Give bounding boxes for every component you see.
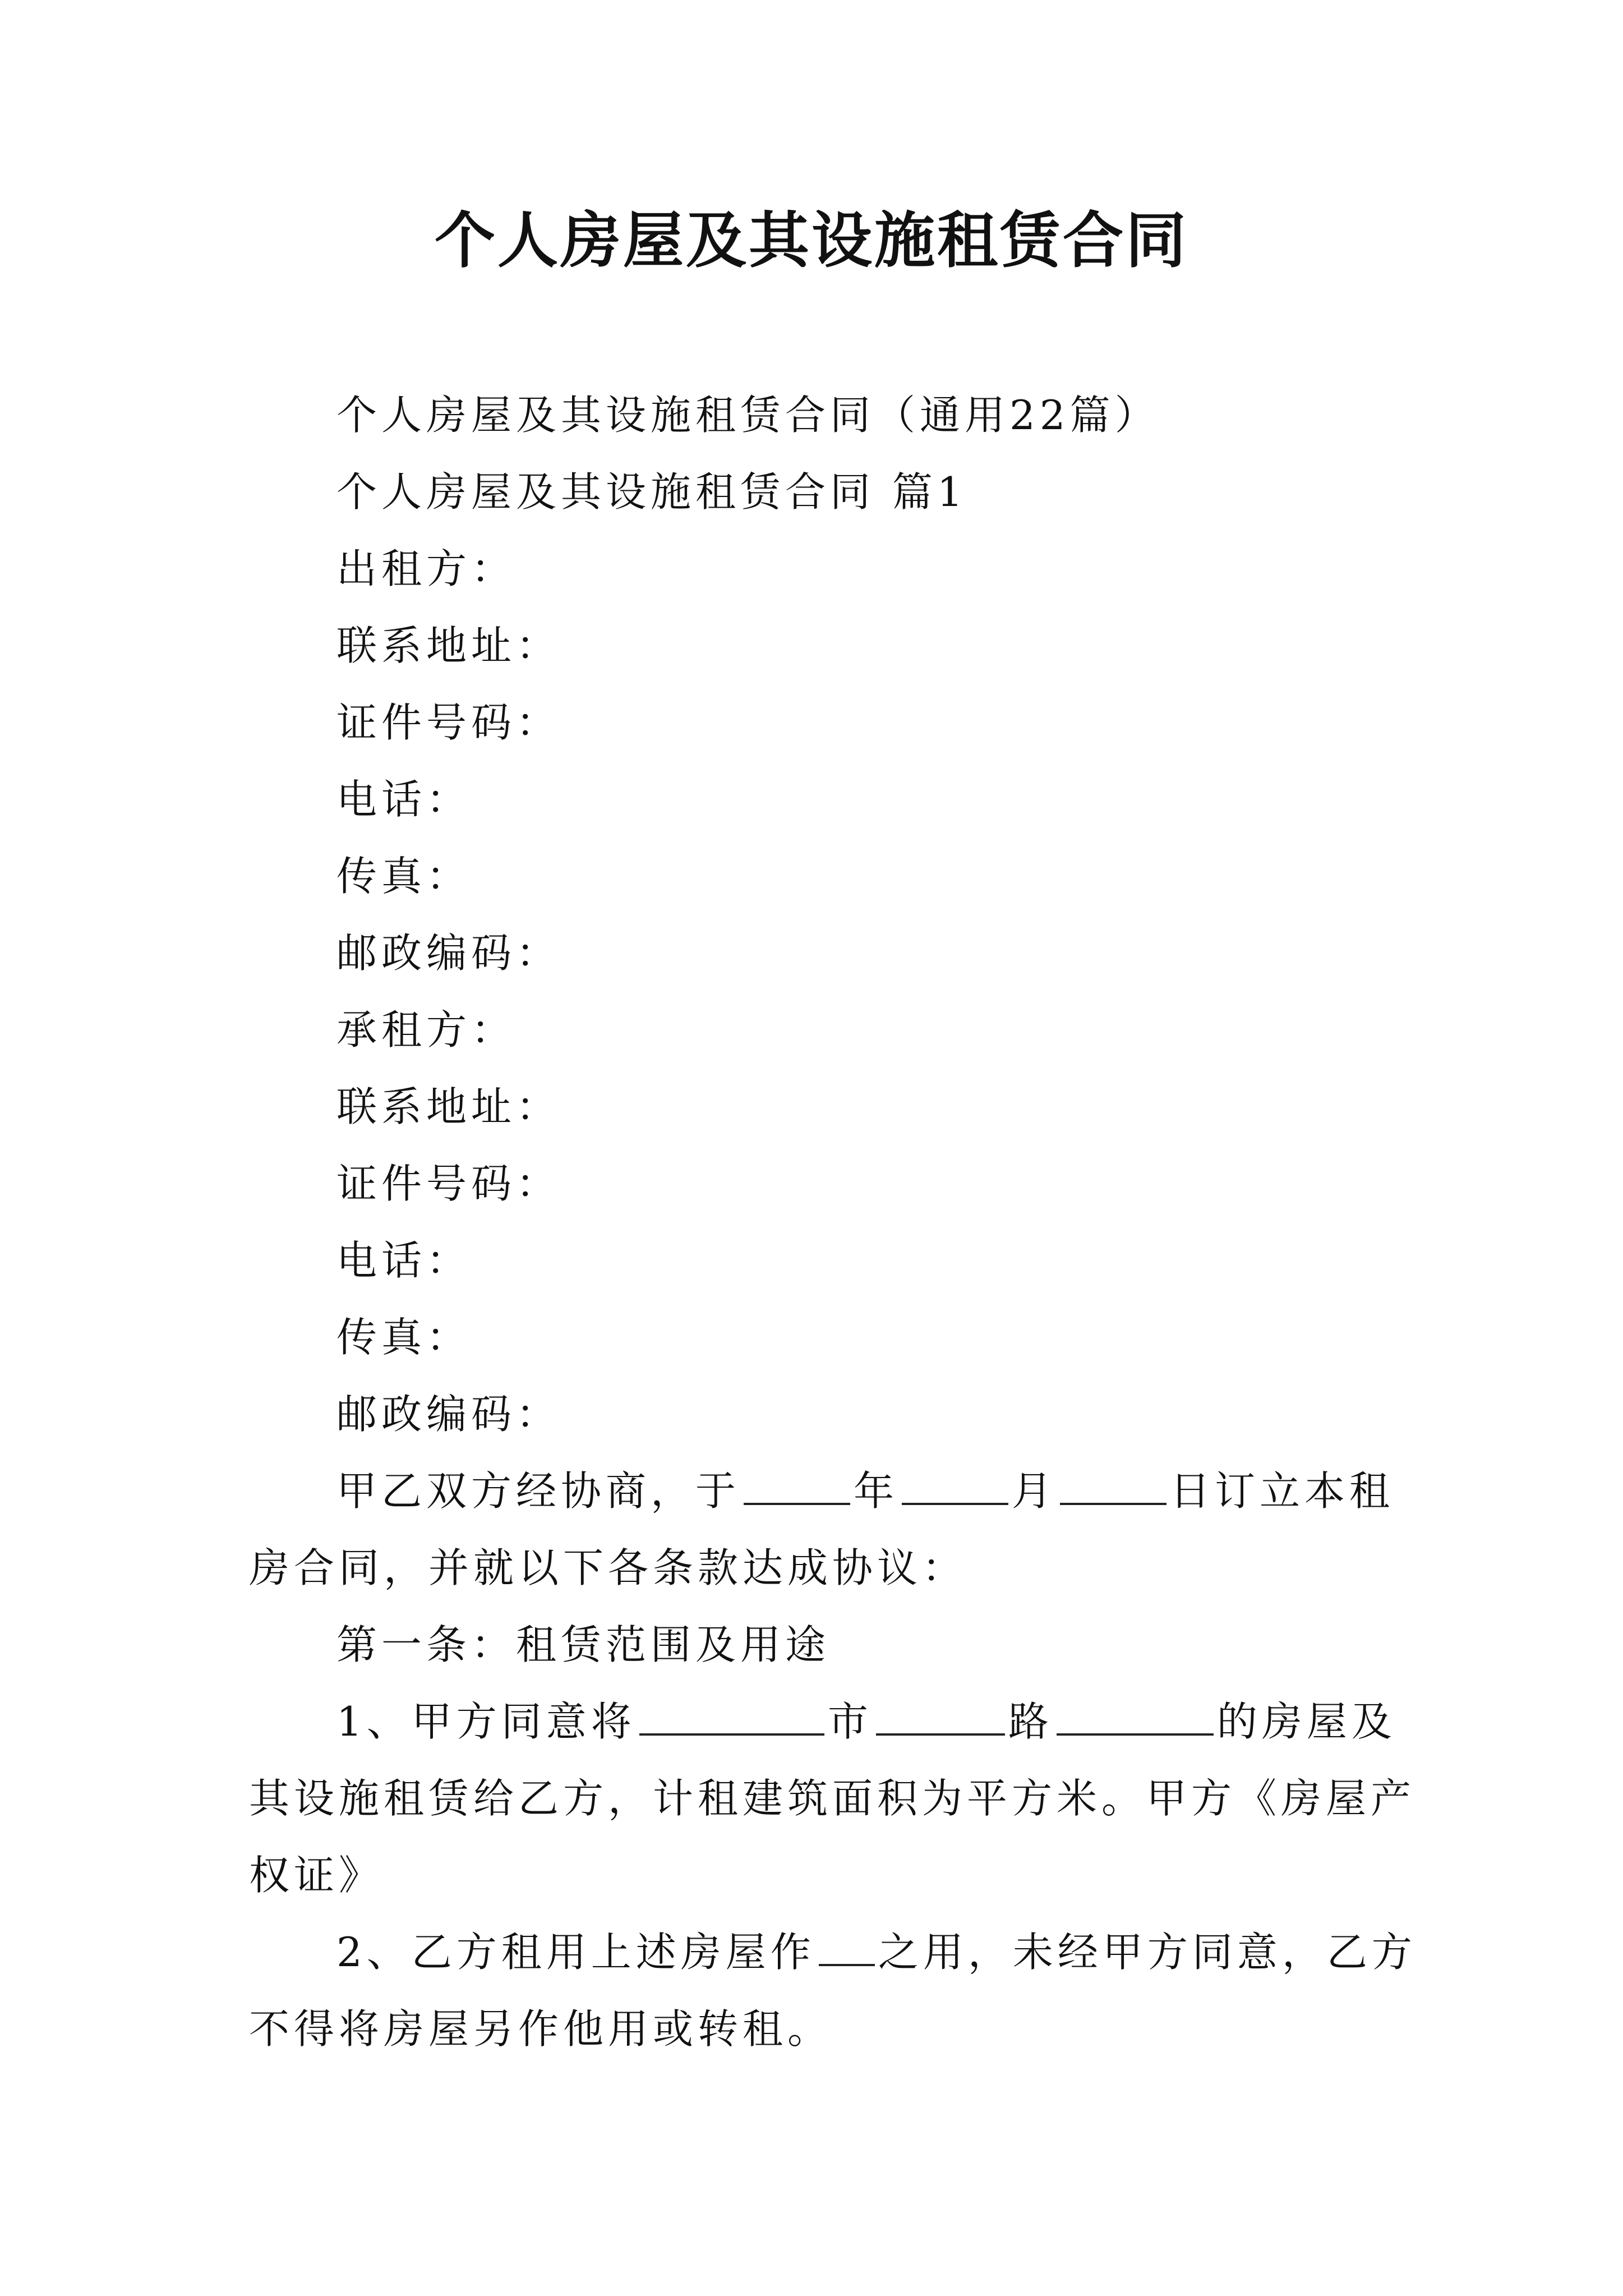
clause-2-line-2: 不得将房屋另作他用或转租。 xyxy=(249,2005,833,2053)
lessor-fax-field: 传真： xyxy=(336,853,472,900)
month-blank xyxy=(902,1467,1008,1505)
agreement-paragraph-line-1 xyxy=(336,1463,1394,1519)
city-blank xyxy=(639,1697,824,1736)
lessee-label: 承租方： xyxy=(336,1006,517,1053)
clause-1-line-2: 其设施租赁给乙方，计租建筑面积为平方米。甲方《房屋产 xyxy=(249,1775,1416,1822)
clause-text-part: 路 xyxy=(1008,1698,1053,1745)
agreement-text-part: 日订立本租 xyxy=(1170,1467,1395,1515)
clause-text-part: 之用，未经甲方同意，乙方 xyxy=(878,1929,1417,1976)
clause-text-part: 市 xyxy=(827,1698,873,1745)
lessor-postcode-field: 邮政编码： xyxy=(336,930,561,977)
lessor-id-number-field: 证件号码： xyxy=(336,699,561,746)
purpose-blank xyxy=(819,1928,875,1966)
clause-text-part: 1、甲方同意将 xyxy=(336,1698,636,1745)
day-blank xyxy=(1060,1467,1166,1505)
lessee-postcode-field: 邮政编码： xyxy=(336,1391,561,1438)
clause-1-line-1 xyxy=(336,1694,1396,1750)
clause-2-line-1 xyxy=(336,1924,1417,1980)
agreement-text-part: 月 xyxy=(1012,1467,1057,1515)
article-1-heading: 第一条：租赁范围及用途 xyxy=(336,1621,831,1668)
agreement-paragraph-line-2: 房合同，并就以下各条款达成协议： xyxy=(249,1544,967,1591)
agreement-text-part: 年 xyxy=(854,1467,899,1515)
document-title: 个人房屋及其设施租赁合同 xyxy=(434,206,1188,276)
clause-text-part: 2、乙方租用上述房屋作 xyxy=(336,1929,815,1976)
lessor-phone-field: 电话： xyxy=(336,776,472,823)
address-number-blank xyxy=(1057,1697,1214,1736)
lessor-label: 出租方： xyxy=(336,545,517,592)
lessee-phone-field: 电话： xyxy=(336,1237,472,1284)
clause-1-line-3: 权证》 xyxy=(249,1852,384,1899)
lessor-address-field: 联系地址： xyxy=(336,622,561,669)
road-blank xyxy=(876,1697,1005,1736)
lessee-fax-field: 传真： xyxy=(336,1314,472,1361)
lessee-address-field: 联系地址： xyxy=(336,1083,561,1130)
clause-text-part: 的房屋及 xyxy=(1216,1698,1396,1745)
agreement-text-part: 甲乙双方经协商，于 xyxy=(336,1467,741,1515)
lessee-id-number-field: 证件号码： xyxy=(336,1160,561,1207)
document-subtitle: 个人房屋及其设施租赁合同（通用22篇） xyxy=(336,392,1160,439)
section-heading: 个人房屋及其设施租赁合同 篇1 xyxy=(336,468,967,516)
year-blank xyxy=(744,1467,850,1505)
